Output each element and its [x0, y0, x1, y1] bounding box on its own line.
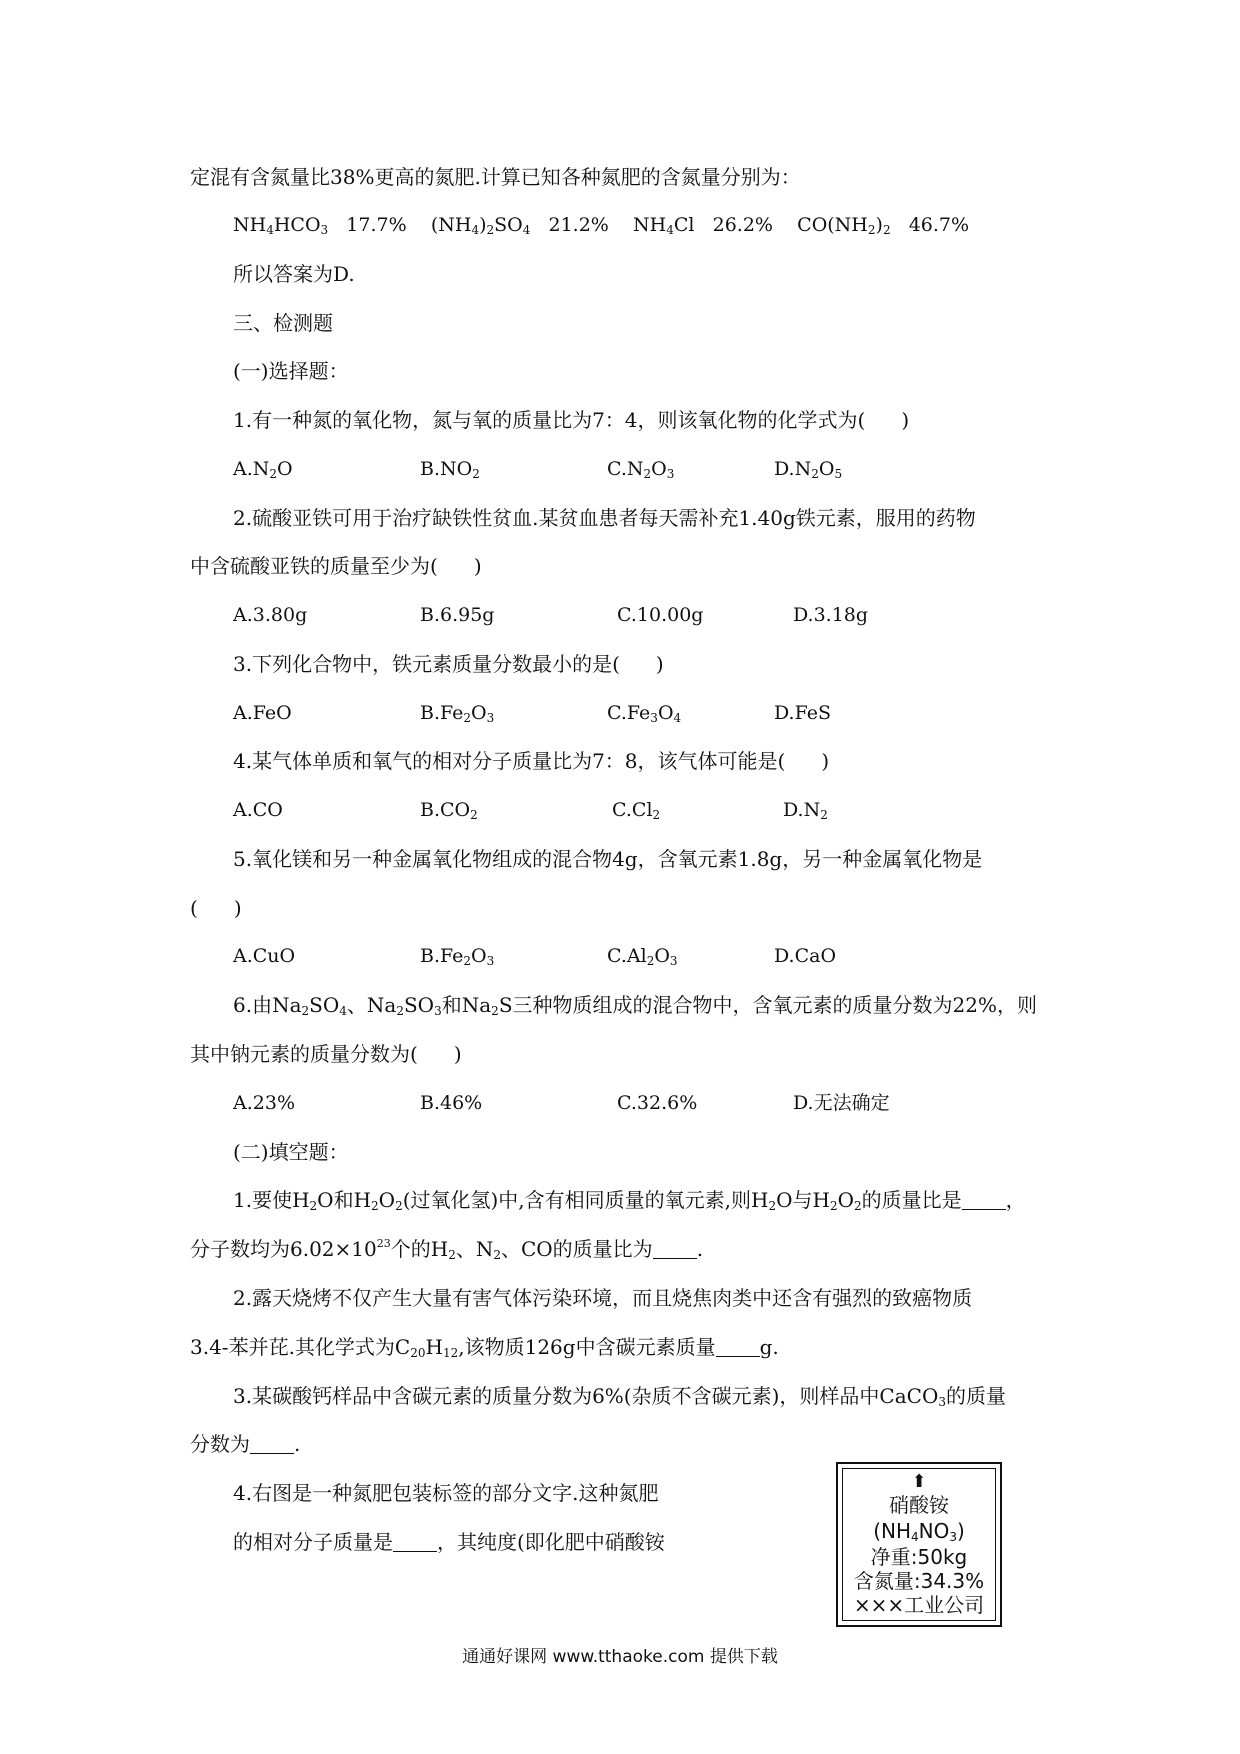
answer-line: 所以答案为D.: [233, 262, 355, 286]
question-6-line-2: [190, 1040, 462, 1068]
footer: 通通好课网 www.tthaoke.com 提供下载: [462, 1647, 778, 1667]
paren-close: ): [655, 652, 664, 676]
paren-close: ): [473, 554, 482, 578]
q4-option-b: $B.CO_2$: [420, 799, 478, 822]
fill-2-line-1: 2.露天烧烤不仅产生大量有害气体污染环境，而且烧焦肉类中还含有强烈的致癌物质: [233, 1286, 973, 1310]
answer-blank[interactable]: [393, 1531, 437, 1552]
question-stem: 4.某气体单质和氧气的相对分子质量比为7：8，该气体可能是(: [233, 749, 786, 773]
answer-blank[interactable]: [653, 1238, 697, 1259]
fertilizer-list: [233, 211, 969, 239]
q2-option-d: D.3.18g: [793, 604, 869, 626]
fertilizer-percent: 21.2%: [548, 214, 609, 236]
q4-option-d: $D.N_2$: [783, 799, 828, 822]
fertilizer-percent: 17.7%: [346, 214, 407, 236]
q3-option-a: A.FeO: [233, 702, 292, 724]
q6-option-d: D.无法确定: [793, 1092, 890, 1114]
q4-option-c: $C.Cl_2$: [612, 799, 661, 822]
q2-option-b: B.6.95g: [420, 604, 495, 626]
q5-option-c: $C.Al_2O_3$: [607, 945, 678, 968]
q4-option-a: A.CO: [233, 799, 283, 821]
fill-3-line-2: 分数为 .: [190, 1432, 301, 1456]
q3-option-c: $C.Fe_3O_4$: [607, 702, 682, 725]
fertilizer-nh4hco3: $NH_4HCO_3$: [233, 214, 329, 237]
paren-open: (: [190, 896, 198, 920]
part1-title: (一)选择题：: [233, 359, 349, 383]
label-net-weight: 净重:50kg: [870, 1545, 968, 1569]
label-inner-border: [842, 1468, 996, 1621]
q6-option-c: C.32.6%: [617, 1092, 698, 1114]
q5-option-d: D.CaO: [774, 945, 837, 967]
fill-1-line-2: 分子数均为$6.02\times 10^{23}$个的$H_2$、$N_2$、CO的质量比为 .: [190, 1237, 704, 1262]
question-stem: 3.下列化合物中，铁元素质量分数最小的是(: [233, 652, 620, 676]
q1-option-d: $D.N_2O_5$: [774, 458, 843, 481]
fertilizer-percent: 26.2%: [712, 214, 773, 236]
fill-4-line-2: [233, 1528, 665, 1556]
question-4: [233, 747, 829, 775]
paren-close: ): [453, 1042, 462, 1066]
paren-close: ): [821, 749, 830, 773]
q5-option-b: $B.Fe_2O_3$: [420, 945, 495, 968]
question-5-line-2: [190, 894, 242, 922]
question-5-line-1: 5.氧化镁和另一种金属氧化物组成的混合物4g，含氧元素1.8g，另一种金属氧化物是: [233, 847, 983, 871]
q1-option-b: $B.NO_2$: [420, 458, 480, 481]
question-1: [233, 406, 909, 434]
q1-option-c: $C.N_2O_3$: [607, 458, 675, 481]
question-2-line-2: [190, 552, 482, 580]
fill-1-line-1: 1.要使$H_2O$和$H_2O_2$(过氧化氢)中,含有相同质量的氧元素,则$H_2O$与$H_2O_2$的质量比是 ，: [233, 1188, 1026, 1213]
label-name: 硝酸铵: [889, 1493, 949, 1517]
up-arrow-icon: ⬆: [911, 1471, 927, 1492]
fertilizer-urea: $CO(NH_2)_2$: [797, 214, 891, 237]
fertilizer-percent: 46.7%: [908, 214, 970, 236]
paren-close: ): [901, 408, 910, 432]
question-stem: 中含硫酸亚铁的质量至少为(: [190, 554, 438, 578]
fertilizer-nh42so4: $(NH_4)_2SO_4$: [430, 214, 531, 237]
fill-2-line-2: 3.4-苯并芘.其化学式为$C_{20}H_{12}$,该物质126g中含碳元素质量 g.: [190, 1335, 779, 1360]
fill-3-line-1: 3.某碳酸钙样品中含碳元素的质量分数为6%(杂质不含碳元素)，则样品中CaCO$_3$的质量: [233, 1384, 1006, 1409]
question-stem: 其中钠元素的质量分数为(: [190, 1042, 418, 1066]
fill-text: ，其纯度(即化肥中硝酸铵: [437, 1530, 665, 1554]
label-nitrogen: 含氮量:34.3%: [853, 1569, 985, 1593]
section-title: 三、检测题: [233, 311, 333, 335]
q3-option-d: D.FeS: [774, 702, 831, 724]
answer-blank[interactable]: [716, 1336, 760, 1357]
question-2-line-1: 2.硫酸亚铁可用于治疗缺铁性贫血.某贫血患者每天需补充1.40g铁元素，服用的药物: [233, 506, 976, 530]
q2-option-c: C.10.00g: [617, 604, 704, 626]
q6-option-a: A.23%: [233, 1092, 295, 1114]
q5-option-a: A.CuO: [233, 945, 296, 967]
q3-option-b: $B.Fe_2O_3$: [420, 702, 495, 725]
part2-title: (二)填空题：: [233, 1140, 349, 1164]
label-company: ×××工业公司: [853, 1593, 985, 1617]
fill-4-line-1: 4.右图是一种氮肥包装标签的部分文字.这种氮肥: [233, 1481, 659, 1505]
answer-blank[interactable]: [962, 1189, 1006, 1210]
fill-text: 的相对分子质量是: [233, 1530, 393, 1554]
fill-text: 分数为: [190, 1432, 250, 1456]
label-formula: $(NH_4NO_3)$: [873, 1519, 965, 1544]
question-stem: 1.有一种氮的氧化物，氮与氧的质量比为7：4，则该氧化物的化学式为(: [233, 408, 866, 432]
q1-option-a: $A.N_2O$: [233, 458, 293, 481]
q2-option-a: A.3.80g: [233, 604, 308, 626]
question-3: [233, 650, 664, 678]
q6-option-b: B.46%: [420, 1092, 483, 1114]
paren-close: ): [233, 896, 242, 920]
fertilizer-label: [836, 1462, 1002, 1627]
fertilizer-nh4cl: $NH_4Cl$: [633, 214, 695, 237]
question-6-line-1: 6.由$Na_2SO_4$、$Na_2SO_3$和$Na_2S$三种物质组成的混合物中，含氧元素的质量分数为22%，则: [233, 993, 1037, 1018]
intro-line: 定混有含氮量比38%更高的氮肥.计算已知各种氮肥的含氮量分别为：: [190, 165, 801, 189]
answer-blank[interactable]: [250, 1433, 294, 1454]
